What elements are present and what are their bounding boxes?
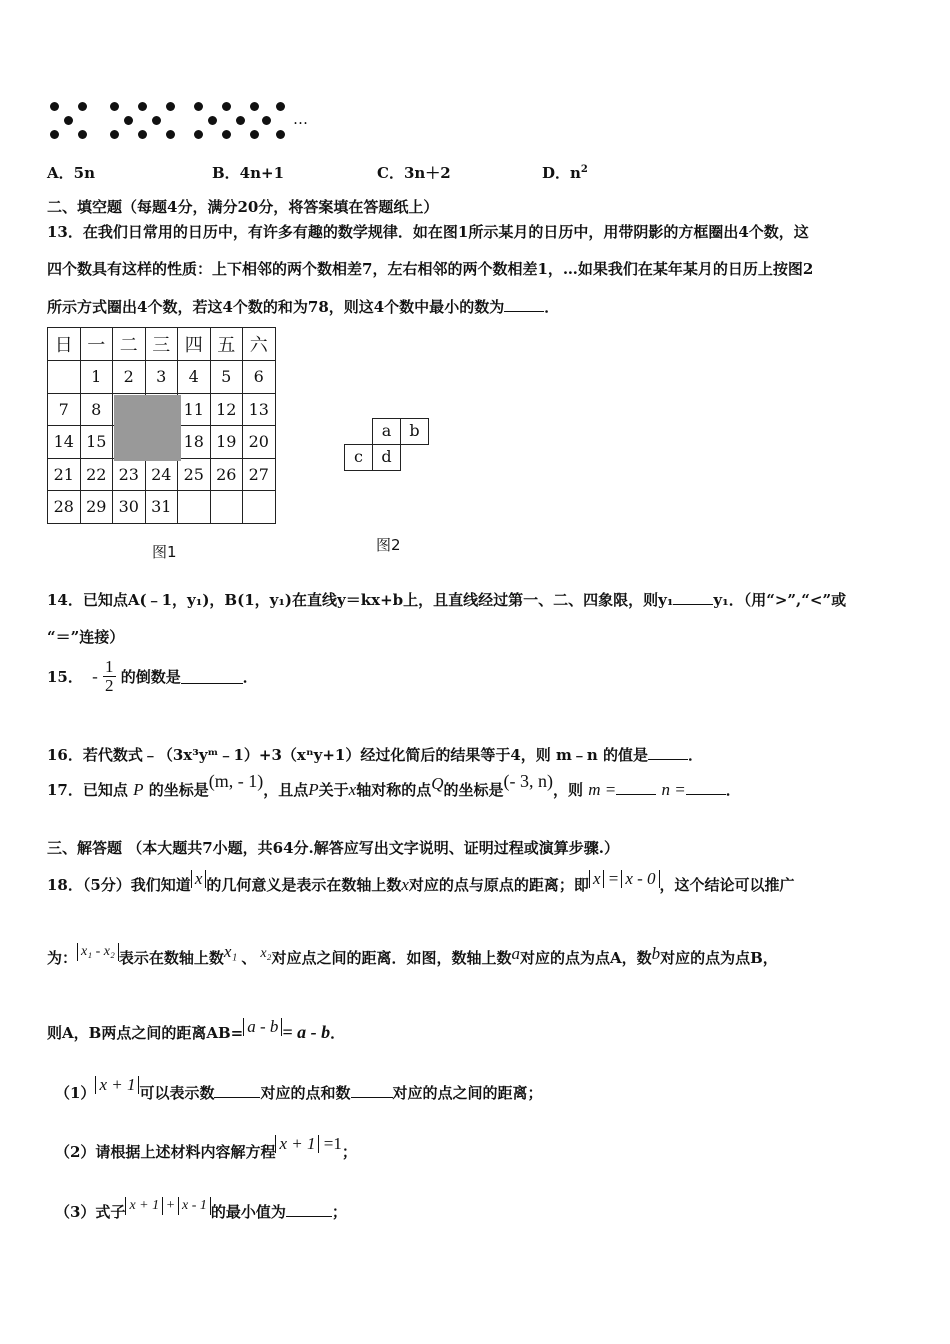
calendar-cell: 29 [80,491,113,524]
dot [222,130,231,139]
section-3-heading: 三、解答题 （本大题共7小题，共64分.解答应写出文字说明、证明过程或演算步骤.） [47,839,619,857]
dot [138,130,147,139]
dot [152,116,161,125]
q14-line2: “＝”连接） [47,628,125,646]
q18-line3: 则A，B两点之间的距离AB= a - b = a - b． [47,1017,346,1042]
calendar-cell: 12 [210,393,243,426]
option-c: C．3n＋2 [377,164,451,182]
calendar-cell: 24 [145,458,178,491]
calendar-header: 日 [48,328,81,361]
figure2-cell-c: c [344,444,373,471]
dot [50,130,59,139]
calendar-cell: 6 [243,361,276,394]
dot [194,102,203,111]
q14-line1: 14．已知点A(﹣1，y₁)，B(1，y₁)在直线y＝kx+b上，且直线经过第一、二、四象限，则y₁ y₁．（用“>”,“<”或 [47,591,847,609]
dot [138,102,147,111]
shaded-box [114,395,181,461]
q18-part1: （1） x + 1 可以表示数 对应的点和数 对应的点之间的距离； [55,1075,543,1102]
answer-blank-n[interactable] [686,780,726,795]
answer-blank-m[interactable] [616,780,656,795]
ellipsis: … [293,110,308,128]
calendar-cell: 22 [80,458,113,491]
calendar-header: 二 [113,328,146,361]
calendar-cell: 25 [178,458,211,491]
calendar-header: 六 [243,328,276,361]
q18-part2: （2）请根据上述材料内容解方程 x + 1 =1； [55,1134,357,1161]
answer-blank[interactable] [504,297,544,312]
q13-line1: 13．在我们日常用的日历中，有许多有趣的数学规律．如在图1所示某月的日历中，用带阴影的方框圈出4个数，这 [47,223,809,241]
calendar-cell: 27 [243,458,276,491]
dot [236,116,245,125]
dot [276,102,285,111]
dot [222,102,231,111]
answer-blank[interactable] [648,745,688,760]
q15: 15． - $\frac{1}{2}$ 的倒数是 ． [47,657,258,695]
calendar-cell: 3 [145,361,178,394]
option-a: A．5n [47,164,95,182]
calendar-cell: 13 [243,393,276,426]
q18-part3: （3）式子 x + 1 + x - 1 的最小值为 ； [55,1198,347,1221]
dot [78,102,87,111]
dot [50,102,59,111]
q17: 17．已知点 P 的坐标是(m, - 1)，且点P关于x轴对称的点Q的坐标是(- 3, n)，则 m = n = ． [47,771,741,799]
option-d: D．$n^2$ [542,164,588,182]
calendar-cell: 26 [210,458,243,491]
calendar-cell: 14 [48,426,81,459]
dot [78,130,87,139]
figure2-cell-b: b [400,418,429,445]
dot [110,102,119,111]
q18-line2: 为： x₁ - x₂ 表示在数轴上数x₁ 、 x₂对应点之间的距离．如图，数轴上数a对应的点为点A，数b对应的点为点B， [47,942,778,967]
answer-blank[interactable] [286,1202,332,1217]
fraction: $\frac{1}{2}$ [105,657,114,695]
dot [194,130,203,139]
calendar-cell: 5 [210,361,243,394]
calendar-cell [178,491,211,524]
calendar-cell: 19 [210,426,243,459]
dot [276,130,285,139]
figure2-cell-a: a [372,418,401,445]
option-b: B．4n+1 [212,164,285,182]
dot [166,130,175,139]
dot [250,130,259,139]
calendar-cell: 7 [48,393,81,426]
figure-1-caption: 图1 [152,543,177,561]
calendar-cell: 2 [113,361,146,394]
calendar-cell: 11 [178,393,211,426]
calendar-cell: 4 [178,361,211,394]
answer-blank[interactable] [351,1083,393,1098]
q13-line3: 所示方式圈出4个数，若这4个数的和为78，则这4个数中最小的数为 ． [47,298,560,316]
q16: 16．若代数式﹣（3x³yᵐ﹣1）+3（xⁿy+1）经过化简后的结果等于4，则 m﹣n 的值是 ． [47,746,704,764]
calendar-header: 四 [178,328,211,361]
calendar-cell [243,491,276,524]
dot [262,116,271,125]
calendar-cell: 1 [80,361,113,394]
calendar-cell: 21 [48,458,81,491]
calendar-header: 一 [80,328,113,361]
section-2-heading: 二、填空题（每题4分，满分20分，将答案填在答题纸上） [47,198,439,216]
q13-line2: 四个数具有这样的性质：上下相邻的两个数相差7，左右相邻的两个数相差1，…如果我们在某年某月的日历上按图2 [47,260,814,278]
calendar-cell: 23 [113,458,146,491]
dot [110,130,119,139]
calendar-cell: 18 [178,426,211,459]
dot [124,116,133,125]
q18-line1: 18．（5分）我们知道 x 的几何意义是表示在数轴上数x对应的点与原点的距离；即 x = x - 0 ，这个结论可以推广 [47,869,795,894]
calendar-cell: 30 [113,491,146,524]
dot [250,102,259,111]
calendar-cell: 8 [80,393,113,426]
answer-blank[interactable] [214,1083,260,1098]
calendar-cell: 15 [80,426,113,459]
calendar-cell [48,361,81,394]
calendar-header: 三 [145,328,178,361]
calendar-cell [210,491,243,524]
dot [64,116,73,125]
dot [208,116,217,125]
answer-blank[interactable] [181,669,243,684]
dot [166,102,175,111]
figure-2-caption: 图2 [376,536,401,554]
calendar-cell: 20 [243,426,276,459]
answer-blank[interactable] [673,590,713,605]
calendar-cell: 28 [48,491,81,524]
calendar-header: 五 [210,328,243,361]
figure2-cell-d: d [372,444,401,471]
calendar-cell: 31 [145,491,178,524]
